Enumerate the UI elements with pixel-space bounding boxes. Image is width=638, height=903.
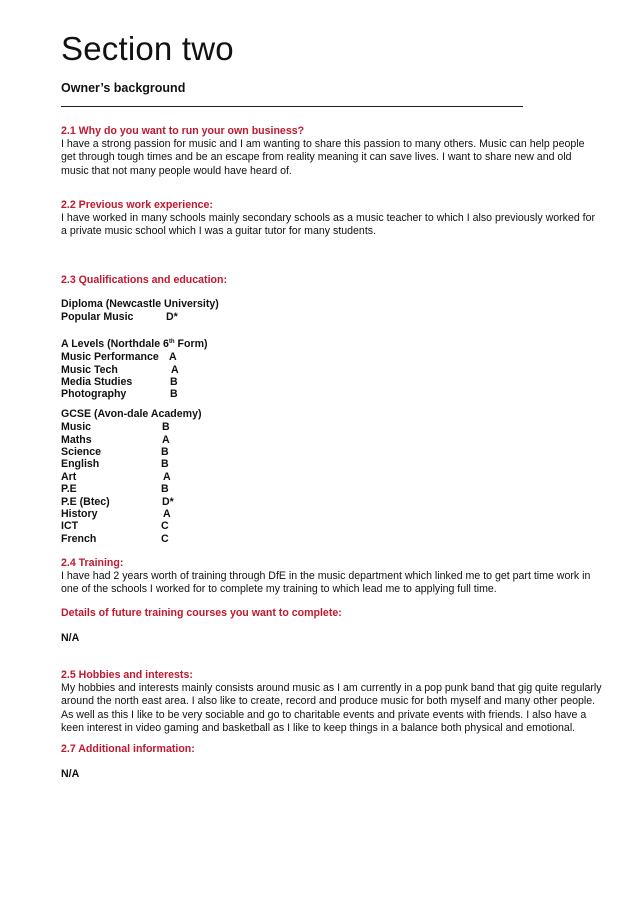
subject: Media Studies <box>61 375 133 388</box>
section-heading: 2.3 Qualifications and education: <box>61 274 227 286</box>
grade: D* <box>162 495 174 508</box>
grade: B <box>170 375 178 388</box>
grade-row <box>61 471 606 483</box>
grade: B <box>162 421 170 434</box>
section-heading: 2.2 Previous work experience: <box>61 199 213 211</box>
grade-row <box>61 388 606 400</box>
subject: Maths <box>61 433 92 446</box>
section-2-2 <box>61 199 606 239</box>
grade-row <box>61 520 606 532</box>
grade-row <box>61 483 606 495</box>
grade: A <box>162 433 170 446</box>
section-2-1 <box>61 125 606 178</box>
subject: History <box>61 507 98 520</box>
qualification-title: Diploma (Newcastle University) <box>61 298 219 310</box>
qualification-title: GCSE (Avon-dale Academy) <box>61 408 202 420</box>
value-text: N/A <box>61 632 80 644</box>
grade-row <box>61 508 606 520</box>
grade-row <box>61 446 606 458</box>
grade: C <box>161 520 169 533</box>
gcse-block <box>61 408 606 545</box>
qualification-title: A Levels (Northdale 6th Form) <box>61 338 208 350</box>
diploma-block <box>61 298 606 324</box>
grade: B <box>170 388 178 401</box>
a-levels-block <box>61 336 606 401</box>
section-heading: 2.4 Training: <box>61 557 124 569</box>
grade-row <box>61 311 606 323</box>
subject: Music <box>61 421 92 434</box>
subject: ICT <box>61 520 79 533</box>
paragraph-line: I have had 2 years worth of training through DfE in the music department which linked me to get part time work in <box>61 570 591 583</box>
paragraph-line: one of the schools I worked for to complete my training to which lead me to applying full time. <box>61 583 497 596</box>
grade-row <box>61 364 606 376</box>
paragraph-line: I have a strong passion for music and I am wanting to share this passion to many others. Music can help people <box>61 138 585 151</box>
section-2-7 <box>61 743 606 756</box>
paragraph-line: a private music school which I was a guitar tutor for many students. <box>61 225 377 238</box>
paragraph-line: music that not many people would have heard of. <box>61 164 292 177</box>
section-2-5 <box>61 669 606 735</box>
section-2-4 <box>61 557 606 597</box>
grade: D* <box>166 311 178 324</box>
subject: P.E <box>61 483 77 496</box>
grade: A <box>163 470 171 483</box>
subject: English <box>61 458 100 471</box>
section-2-3 <box>61 274 606 287</box>
paragraph-line: keen interest in video gaming and basketball as I like to keep things in a balance both physical and emotional. <box>61 721 576 734</box>
grade: A <box>171 363 179 376</box>
grade-row <box>61 376 606 388</box>
section-heading: 2.5 Hobbies and interests: <box>61 669 193 681</box>
additional-info-value <box>61 768 606 781</box>
subject: Science <box>61 445 102 458</box>
subject: Popular Music <box>61 311 134 324</box>
future-training-value <box>61 632 606 645</box>
paragraph-line: I have worked in many schools mainly secondary schools as a music teacher to which I also previously worked for <box>61 212 596 225</box>
subject: Art <box>61 470 77 483</box>
subject: Photography <box>61 388 127 401</box>
grade-row <box>61 421 606 433</box>
page-title: Section two <box>61 30 234 67</box>
grade: C <box>161 532 169 545</box>
future-training <box>61 607 606 620</box>
grade: B <box>161 445 169 458</box>
grade-row <box>61 351 606 363</box>
grade: B <box>161 458 169 471</box>
divider-line <box>61 106 523 107</box>
grade-row <box>61 533 606 545</box>
paragraph-line: around the north east area. I also like to create, record and produce music for both myself and many other people. <box>61 695 596 708</box>
page-subtitle: Owner’s background <box>61 81 186 95</box>
paragraph-line: My hobbies and interests mainly consists around music as I am currently in a pop punk band that gig quite regularly <box>61 682 602 695</box>
grade: A <box>169 351 177 364</box>
subject: P.E (Btec) <box>61 495 110 508</box>
grade-row <box>61 458 606 470</box>
paragraph-line: get through tough times and be an escape from reality meaning it can save lives. I want to share new and old <box>61 151 572 164</box>
value-text: N/A <box>61 768 80 780</box>
section-heading: Details of future training courses you want to complete: <box>61 607 342 619</box>
grade-row <box>61 496 606 508</box>
subject: Music Performance <box>61 351 159 364</box>
paragraph-line: As well as this I like to be very sociable and go to charitable events and private events with friends. I also have a <box>61 708 587 721</box>
section-heading: 2.7 Additional information: <box>61 743 195 755</box>
subject: French <box>61 532 97 545</box>
grade: A <box>163 507 171 520</box>
grade-row <box>61 434 606 446</box>
grade: B <box>161 483 169 496</box>
subject: Music Tech <box>61 363 118 376</box>
section-heading: 2.1 Why do you want to run your own business? <box>61 125 305 137</box>
